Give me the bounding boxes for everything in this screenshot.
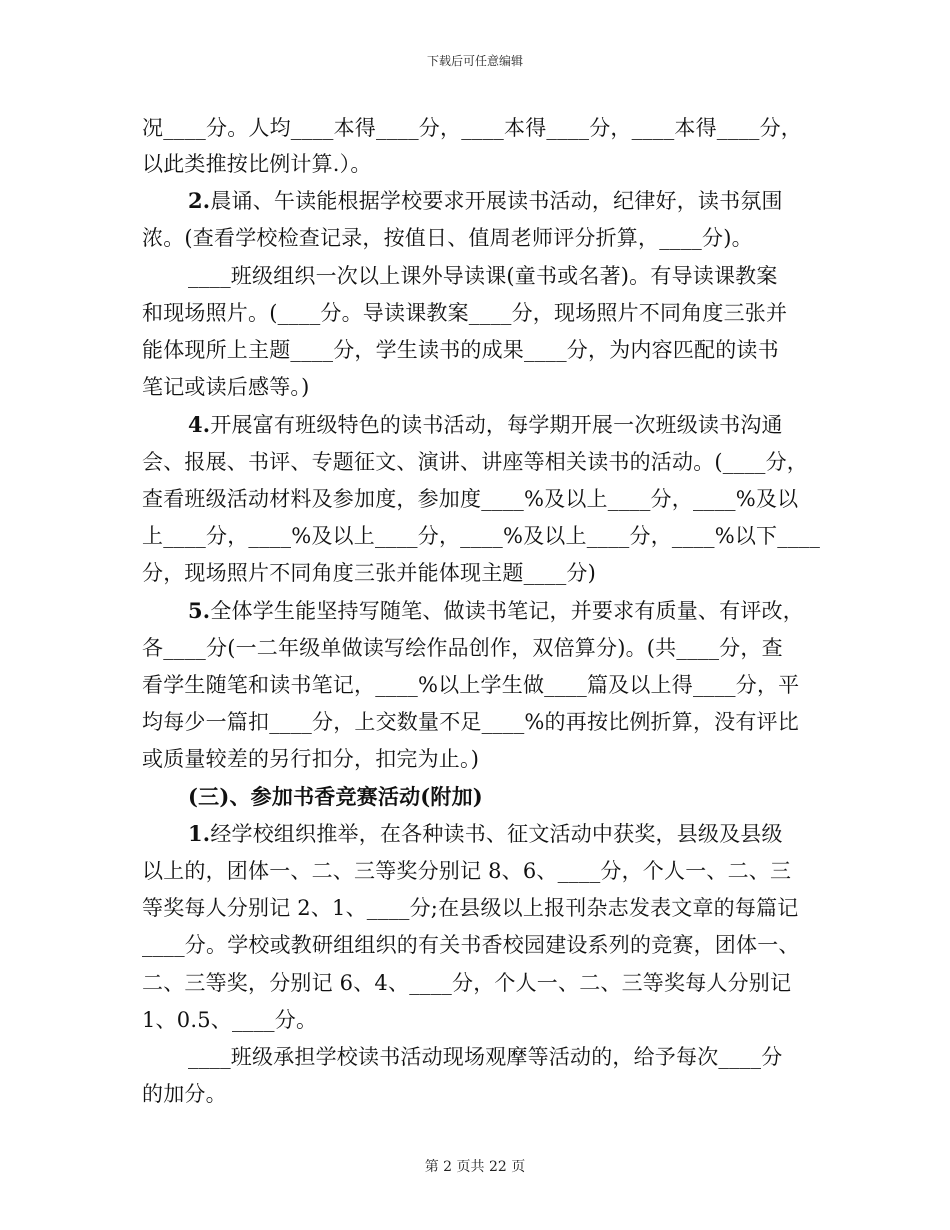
text-line: [142, 671, 799, 699]
line-text: 查看班级活动材料及参加度，参加度____%及以上____分，____%及以: [142, 487, 799, 511]
text-line: [142, 894, 798, 922]
line-text: 况____分。人均____本得____分，____本得____分，____本得____分，: [142, 116, 802, 140]
page-footer: 第 2 页共 22 页: [424, 1159, 526, 1175]
text-line: [188, 187, 783, 215]
line-text: ____分。学校或教研组组织的有关书香校园建设系列的竞赛，团体一、: [142, 933, 800, 957]
line-text: 开展富有班级特色的读书活动，每学期开展一次班级读书沟通: [210, 413, 783, 437]
line-text: 1、0.5、____分。: [142, 1008, 318, 1032]
text-line: [142, 969, 791, 997]
line-text: 等奖每人分别记 2、1、____分;在县级以上报刊杂志发表文章的每篇记: [142, 896, 799, 920]
line-text: 以此类推按比例计算.）。: [142, 152, 372, 176]
line-text: 各____分(一二年级单做读写绘作品创作，双倍算分)。(共____分，查: [142, 636, 783, 660]
line-text: ____班级组织一次以上课外导读课(童书或名著)。有导读课教案: [188, 264, 778, 288]
text-line: [188, 262, 778, 290]
line-text: 看学生随笔和读书笔记，____%以上学生做____篇及以上得____分，平: [142, 673, 800, 697]
line-text: 二、三等奖，分别记 6、4、____分，个人一、二、三等奖每人分别记: [142, 971, 792, 995]
line-text: 分，现场照片不同角度三张并能体现主题____分): [142, 561, 596, 585]
text-line: [188, 411, 783, 439]
item-number: 4.: [188, 412, 211, 437]
line-text: 和现场照片。(____分。导读课教案____分，现场照片不同角度三张并: [142, 301, 788, 325]
text-line: [188, 820, 783, 848]
text-line: [142, 485, 798, 513]
page-header: 下载后可任意编辑: [426, 54, 523, 68]
text-line: [142, 150, 372, 178]
line-text: 浓。(查看学校检查记录，按值日、值周老师评分折算，____分)。: [142, 226, 753, 250]
line-text: 的加分。: [142, 1082, 227, 1106]
text-line: [142, 931, 800, 959]
line-text: (三)、参加书香竞赛活动(附加): [188, 784, 483, 809]
line-text: 能体现所上主题____分，学生读书的成果____分，为内容匹配的读书: [142, 338, 779, 362]
line-text: 会、报展、书评、专题征文、演讲、讲座等相关读书的活动。(____分，: [142, 450, 808, 474]
text-line: [142, 224, 753, 252]
line-text: 上____分，____%及以上____分，____%及以上____分，____%以下____: [142, 524, 821, 548]
line-text: 均每少一篇扣____分，上交数量不足____%的再按比例折算，没有评比: [142, 710, 799, 734]
text-line: [142, 299, 787, 327]
line-text: 全体学生能坚持写随笔、做读书笔记，并要求有质量、有评改，: [210, 599, 804, 623]
text-line: [142, 1006, 317, 1034]
text-line: [142, 559, 596, 587]
text-line: [142, 1080, 227, 1108]
text-line: [142, 373, 310, 401]
line-text: 或质量较差的另行扣分，扣完为止。): [142, 747, 480, 771]
text-line: [142, 708, 799, 736]
text-line: [142, 745, 479, 773]
text-line: [142, 857, 791, 885]
line-text: ____班级承担学校读书活动现场观摩等活动的，给予每次____分: [188, 1045, 783, 1069]
text-line: [142, 634, 783, 662]
line-text: 以上的，团体一、二、三等奖分别记 8、6、____分，个人一、二、三: [142, 859, 792, 883]
item-number: 1.: [188, 821, 211, 846]
line-text: 经学校组织推举，在各种读书、征文活动中获奖，县级及县级: [210, 822, 783, 846]
text-line: [142, 336, 779, 364]
text-line: [188, 597, 804, 625]
section-heading: [188, 783, 483, 811]
text-line: [142, 114, 802, 142]
text-line: [188, 1043, 782, 1071]
line-text: 晨诵、午读能根据学校要求开展读书活动，纪律好，读书氛围: [210, 189, 783, 213]
item-number: 5.: [188, 598, 211, 623]
line-text: 笔记或读后感等。): [142, 375, 310, 399]
text-line: [142, 448, 808, 476]
text-line: [142, 522, 820, 550]
item-number: 2.: [188, 188, 211, 213]
